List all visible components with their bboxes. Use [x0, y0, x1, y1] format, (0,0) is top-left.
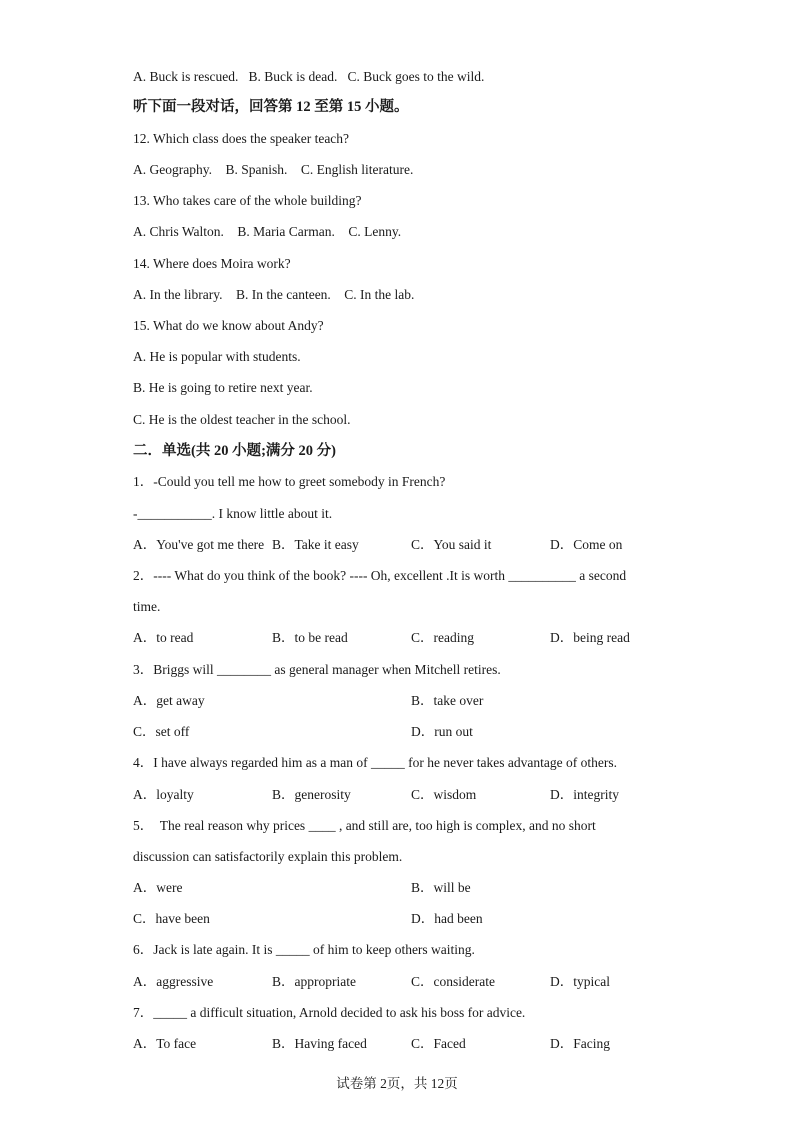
- mc6-option-d: D．typical: [550, 974, 610, 989]
- mc5-option-c: C．have been: [133, 911, 210, 926]
- mc4-option-c: C．wisdom: [411, 787, 477, 802]
- q15-option-a: A. He is popular with students.: [133, 349, 301, 364]
- mc5-option-b: B．will be: [411, 880, 471, 895]
- q15-option-c: C. He is the oldest teacher in the school.: [133, 412, 351, 427]
- mc1-stem-line1: 1．-Could you tell me how to greet somebody in French?: [133, 474, 446, 489]
- mc5-options-row1: [133, 879, 673, 897]
- mc3-stem: 3．Briggs will ________ as general manager when Mitchell retires.: [133, 662, 501, 677]
- mc6-options: [133, 973, 673, 991]
- mc1-option-a: A．You've got me there: [133, 537, 265, 552]
- mc3-option-d: D．run out: [411, 724, 473, 739]
- mc1-options: [133, 536, 673, 554]
- mc2-option-d: D．being read: [550, 630, 630, 645]
- mc2-stem-line1: 2．---- What do you think of the book? ---- Oh, excellent .It is worth __________ a second: [133, 568, 627, 583]
- mc6-option-a: A．aggressive: [133, 974, 214, 989]
- mc1-option-b: B．Take it easy: [272, 537, 359, 552]
- q12-options: A. Geography. B. Spanish. C. English literature.: [133, 162, 414, 177]
- q13-stem: 13. Who takes care of the whole building?: [133, 193, 362, 208]
- mc1-stem-line2: -___________. I know little about it.: [133, 506, 333, 521]
- mc1-option-c: C．You said it: [411, 537, 492, 552]
- mc7-stem: 7．_____ a difficult situation, Arnold decided to ask his boss for advice.: [133, 1005, 526, 1020]
- q12-stem: 12. Which class does the speaker teach?: [133, 131, 350, 146]
- mc6-option-b: B．appropriate: [272, 974, 356, 989]
- mc7-option-b: B．Having faced: [272, 1036, 367, 1051]
- mc3-options-row2: [133, 723, 673, 741]
- dialog-instruction: 听下面一段对话，回答第 12 至第 15 小题。: [133, 99, 409, 115]
- mc6-stem: 6．Jack is late again. It is _____ of him to keep others waiting.: [133, 942, 475, 957]
- mc5-options-row2: [133, 910, 673, 928]
- mc3-options-row1: [133, 692, 673, 710]
- mc7-options: [133, 1035, 673, 1053]
- mc4-stem: 4．I have always regarded him as a man of _____ for he never takes advantage of others.: [133, 755, 617, 770]
- mc3-option-b: B．take over: [411, 693, 484, 708]
- mc2-option-c: C．reading: [411, 630, 474, 645]
- mc3-option-a: A．get away: [133, 693, 205, 708]
- page-footer: 试卷第 2页，共 12页: [336, 1076, 458, 1091]
- mc2-option-b: B．to be read: [272, 630, 348, 645]
- section-heading: 二．单选(共 20 小题;满分 20 分): [133, 443, 336, 459]
- mc7-option-d: D．Facing: [550, 1036, 610, 1051]
- mc4-option-d: D．integrity: [550, 787, 619, 802]
- mc4-option-a: A．loyalty: [133, 787, 194, 802]
- mc5-option-d: D．had been: [411, 911, 483, 926]
- mc2-option-a: A．to read: [133, 630, 194, 645]
- mc5-stem-line2: discussion can satisfactorily explain this problem.: [133, 849, 403, 864]
- q14-options: A. In the library. B. In the canteen. C. In the lab.: [133, 287, 415, 302]
- mc7-option-a: A．To face: [133, 1036, 197, 1051]
- q15-option-b: B. He is going to retire next year.: [133, 380, 313, 395]
- mc5-stem-line1: 5． The real reason why prices ____ , and still are, too high is complex, and no short: [133, 818, 596, 833]
- mc6-option-c: C．considerate: [411, 974, 495, 989]
- mc1-option-d: D．Come on: [550, 537, 623, 552]
- mc4-options: [133, 786, 673, 804]
- mc2-stem-line2: time.: [133, 599, 161, 614]
- mc2-options: [133, 629, 673, 647]
- q13-options: A. Chris Walton. B. Maria Carman. C. Lenny.: [133, 224, 402, 239]
- q15-stem: 15. What do we know about Andy?: [133, 318, 324, 333]
- q14-stem: 14. Where does Moira work?: [133, 256, 291, 271]
- q11-options: A. Buck is rescued. B. Buck is dead. C. Buck goes to the wild.: [133, 69, 485, 84]
- mc4-option-b: B．generosity: [272, 787, 351, 802]
- mc7-option-c: C．Faced: [411, 1036, 466, 1051]
- mc5-option-a: A．were: [133, 880, 183, 895]
- mc3-option-c: C．set off: [133, 724, 190, 739]
